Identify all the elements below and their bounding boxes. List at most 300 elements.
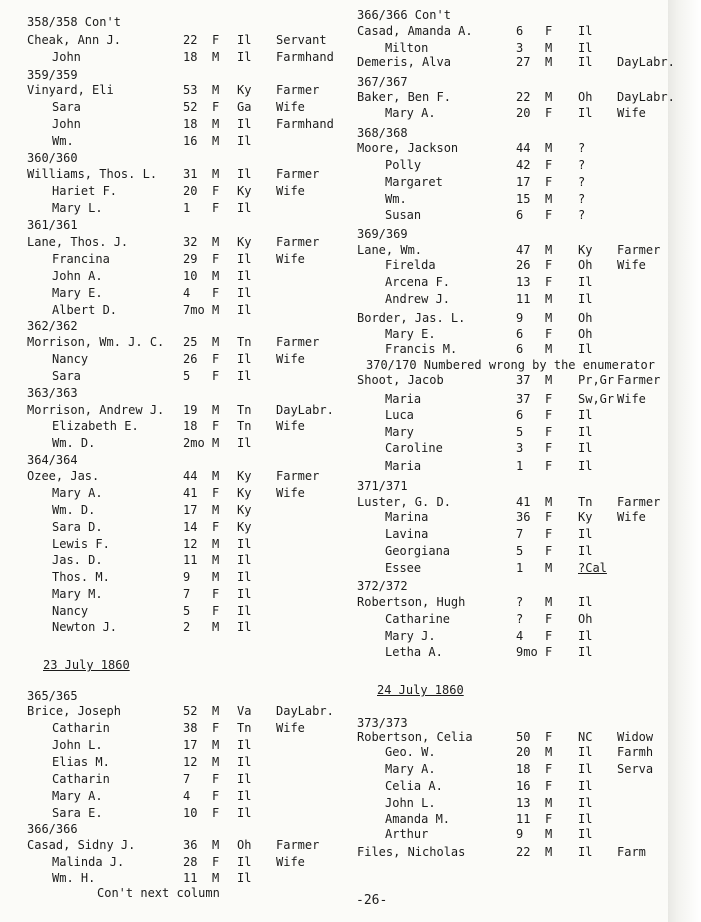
person-occupation: Servant (276, 33, 327, 47)
person-birthplace: Tn (578, 495, 593, 509)
person-name: Robertson, Hugh (357, 595, 466, 609)
person-sex: F (212, 100, 220, 114)
person-occupation: Farmer (276, 235, 320, 249)
person-age: 4 (183, 286, 191, 300)
person-birthplace: Ky (237, 486, 252, 500)
person-sex: M (545, 141, 553, 155)
person-sex: M (212, 50, 220, 64)
person-age: 15 (516, 192, 531, 206)
person-occupation: Farmer (276, 838, 320, 852)
person-sex: M (212, 303, 220, 317)
person-occupation: Farmhand (276, 117, 334, 131)
person-sex: M (212, 83, 220, 97)
person-name: Wm. (385, 192, 407, 206)
person-name: Sara E. (52, 806, 103, 820)
person-age: 9 (516, 827, 524, 841)
person-birthplace: Va (237, 704, 252, 718)
person-birthplace: Il (237, 201, 252, 215)
person-birthplace: Il (578, 845, 593, 859)
person-age: 20 (183, 184, 198, 198)
person-name: Morrison, Andrew J. (27, 403, 165, 417)
household-number: 366/366 (27, 822, 78, 836)
person-age: 53 (183, 83, 198, 97)
person-name: Cheak, Ann J. (27, 33, 121, 47)
person-birthplace: Oh (237, 838, 252, 852)
person-birthplace: Oh (578, 327, 593, 341)
person-name: Files, Nicholas (357, 845, 466, 859)
person-name: Sara D. (52, 520, 103, 534)
person-birthplace: Il (578, 527, 593, 541)
person-sex: M (545, 595, 553, 609)
person-name: Thos. M. (52, 570, 110, 584)
person-birthplace: Il (578, 24, 593, 38)
person-birthplace: Il (237, 167, 252, 181)
person-sex: M (212, 117, 220, 131)
person-age: 22 (183, 33, 198, 47)
person-age: 12 (183, 537, 198, 551)
person-birthplace: ? (578, 192, 586, 206)
person-occupation: DayLabr. (617, 90, 675, 104)
person-age: 22 (516, 90, 531, 104)
person-age: 36 (516, 510, 531, 524)
person-birthplace: Il (578, 595, 593, 609)
person-name: Georgiana (385, 544, 451, 558)
person-occupation: Widow (617, 730, 654, 744)
person-age: 19 (183, 403, 198, 417)
person-name: Albert D. (52, 303, 118, 317)
person-age: 17 (516, 175, 531, 189)
person-age: 16 (516, 779, 531, 793)
person-occupation: Farmer (617, 243, 661, 257)
person-sex: F (212, 369, 220, 383)
person-name: Arcena F. (385, 275, 451, 289)
person-birthplace: Il (237, 620, 252, 634)
person-occupation: Farmer (276, 469, 320, 483)
person-sex: F (545, 459, 553, 473)
person-name: Shoot, Jacob (357, 373, 444, 387)
person-birthplace: Ky (578, 243, 593, 257)
person-name: Morrison, Wm. J. C. (27, 335, 165, 349)
page-number: -26- (356, 893, 388, 908)
person-age: 29 (183, 252, 198, 266)
person-name: Luster, G. D. (357, 495, 451, 509)
person-age: 2mo (183, 436, 205, 450)
person-sex: F (545, 208, 553, 222)
person-age: 11 (183, 553, 198, 567)
person-name: Catharin (52, 772, 110, 786)
person-sex: F (212, 286, 220, 300)
person-name: Sara (52, 369, 81, 383)
person-name: Elias M. (52, 755, 110, 769)
person-name: Margaret (385, 175, 443, 189)
person-birthplace: Il (237, 33, 252, 47)
household-number: 373/373 (357, 716, 408, 730)
person-age: 18 (516, 762, 531, 776)
person-name: Francina (52, 252, 110, 266)
person-sex: F (545, 510, 553, 524)
person-birthplace: Il (237, 50, 252, 64)
person-name: Casad, Sidny J. (27, 838, 136, 852)
person-sex: M (212, 235, 220, 249)
person-age: 6 (516, 327, 524, 341)
person-sex: F (545, 327, 553, 341)
person-occupation: Serva (617, 762, 654, 776)
person-sex: M (212, 620, 220, 634)
person-name: Vinyard, Eli (27, 83, 114, 97)
person-age: 18 (183, 419, 198, 433)
person-age: 44 (183, 469, 198, 483)
person-age: 38 (183, 721, 198, 735)
person-name: Maria (385, 392, 422, 406)
person-occupation: Farmer (276, 83, 320, 97)
person-name: Arthur (385, 827, 429, 841)
person-name: Lane, Thos. J. (27, 235, 129, 249)
person-birthplace: Il (578, 41, 593, 55)
person-age: 11 (516, 292, 531, 306)
person-sex: F (545, 106, 553, 120)
person-age: 6 (516, 408, 524, 422)
person-sex: F (545, 258, 553, 272)
person-age: 10 (183, 269, 198, 283)
person-sex: F (212, 419, 220, 433)
person-birthplace: Il (578, 629, 593, 643)
person-sex: M (545, 192, 553, 206)
person-age: 7 (516, 527, 524, 541)
person-sex: M (212, 503, 220, 517)
person-birthplace: Il (578, 812, 593, 826)
person-sex: F (212, 721, 220, 735)
person-age: ? (516, 595, 524, 609)
person-name: Milton (385, 41, 429, 55)
person-name: Celia A. (385, 779, 443, 793)
person-occupation: Farmhand (276, 50, 334, 64)
household-number: 367/367 (357, 75, 408, 89)
person-name: Mary (385, 425, 414, 439)
person-sex: F (545, 392, 553, 406)
person-age: 6 (516, 208, 524, 222)
person-birthplace: Il (578, 425, 593, 439)
person-occupation: Farm (617, 845, 646, 859)
household-number: 363/363 (27, 386, 78, 400)
person-birthplace: Il (237, 604, 252, 618)
household-number: 372/372 (357, 579, 408, 593)
person-sex: F (212, 486, 220, 500)
person-sex: F (212, 33, 220, 47)
person-birthplace: Ga (237, 100, 252, 114)
person-sex: M (545, 827, 553, 841)
person-name: Marina (385, 510, 429, 524)
person-age: 10 (183, 806, 198, 820)
person-sex: M (545, 561, 553, 575)
person-birthplace: Il (237, 570, 252, 584)
person-age: 12 (183, 755, 198, 769)
person-age: 16 (183, 134, 198, 148)
person-name: Moore, Jackson (357, 141, 459, 155)
person-age: 7mo (183, 303, 205, 317)
person-name: Wm. D. (52, 436, 96, 450)
person-birthplace: NC (578, 730, 593, 744)
person-name: Malinda J. (52, 855, 125, 869)
person-name: John L. (52, 738, 103, 752)
person-age: 5 (516, 425, 524, 439)
person-name: Robertson, Celia (357, 730, 473, 744)
person-occupation: Farmh (617, 745, 654, 759)
person-birthplace: Tn (237, 721, 252, 735)
household-number: 371/371 (357, 479, 408, 493)
person-sex: M (545, 796, 553, 810)
person-name: Nancy (52, 352, 89, 366)
person-name: Sara (52, 100, 81, 114)
person-birthplace: ? (578, 175, 586, 189)
person-age: 25 (183, 335, 198, 349)
person-birthplace: Il (237, 871, 252, 885)
person-birthplace: Il (578, 544, 593, 558)
person-name: Demeris, Alva (357, 55, 451, 69)
person-sex: F (545, 408, 553, 422)
person-name: Wm. (52, 134, 74, 148)
person-name: Geo. W. (385, 745, 436, 759)
person-name: Caroline (385, 441, 443, 455)
person-name: Letha A. (385, 645, 443, 659)
person-birthplace: Il (237, 806, 252, 820)
person-sex: F (212, 789, 220, 803)
person-age: 5 (183, 604, 191, 618)
person-sex: F (545, 158, 553, 172)
person-occupation: Wife (276, 419, 305, 433)
date-heading: 23 July 1860 (43, 658, 130, 672)
person-sex: M (212, 570, 220, 584)
person-age: 1 (183, 201, 191, 215)
person-occupation: Wife (276, 252, 305, 266)
person-name: Mary A. (52, 486, 103, 500)
person-name: Williams, Thos. L. (27, 167, 158, 181)
person-name: Ozee, Jas. (27, 469, 100, 483)
person-age: 1 (516, 459, 524, 473)
person-birthplace: Il (237, 755, 252, 769)
person-age: 4 (516, 629, 524, 643)
person-sex: M (212, 553, 220, 567)
person-age: 1 (516, 561, 524, 575)
person-age: 17 (183, 738, 198, 752)
person-name: Mary E. (52, 286, 103, 300)
person-birthplace: ? (578, 208, 586, 222)
person-birthplace: Ky (237, 520, 252, 534)
person-name: Elizabeth E. (52, 419, 139, 433)
person-name: Mary M. (52, 587, 103, 601)
person-sex: M (212, 755, 220, 769)
person-age: 7 (183, 587, 191, 601)
person-sex: F (212, 352, 220, 366)
person-birthplace: Il (237, 134, 252, 148)
person-age: 26 (183, 352, 198, 366)
person-birthplace: Ky (237, 235, 252, 249)
person-sex: F (545, 730, 553, 744)
person-name: Susan (385, 208, 422, 222)
household-number: 362/362 (27, 319, 78, 333)
person-birthplace: Tn (237, 403, 252, 417)
person-age: 11 (183, 871, 198, 885)
person-name: Lavina (385, 527, 429, 541)
person-birthplace: Il (237, 117, 252, 131)
person-birthplace: Il (237, 738, 252, 752)
person-sex: M (545, 243, 553, 257)
person-age: 37 (516, 373, 531, 387)
person-age: 7 (183, 772, 191, 786)
person-age: 52 (183, 704, 198, 718)
person-sex: M (545, 41, 553, 55)
person-sex: F (212, 772, 220, 786)
person-sex: M (545, 90, 553, 104)
person-sex: M (212, 269, 220, 283)
person-sex: F (545, 441, 553, 455)
person-name: Baker, Ben F. (357, 90, 451, 104)
person-birthplace: ?Cal (578, 561, 607, 575)
person-birthplace: Il (237, 553, 252, 567)
person-sex: M (212, 738, 220, 752)
person-birthplace: Sw,Gr (578, 392, 615, 406)
person-birthplace: Il (578, 827, 593, 841)
person-birthplace: Il (578, 342, 593, 356)
household-number: 361/361 (27, 218, 78, 232)
person-birthplace: Il (578, 55, 593, 69)
person-sex: M (212, 134, 220, 148)
household-number: 366/366 Con't (357, 8, 451, 22)
person-age: 44 (516, 141, 531, 155)
person-birthplace: Ky (578, 510, 593, 524)
person-birthplace: Ky (237, 503, 252, 517)
person-name: Firelda (385, 258, 436, 272)
person-age: 18 (183, 50, 198, 64)
person-occupation: DayLabr. (276, 704, 334, 718)
person-birthplace: Il (237, 269, 252, 283)
person-sex: F (212, 520, 220, 534)
person-name: Essee (385, 561, 422, 575)
person-birthplace: Oh (578, 311, 593, 325)
person-age: 3 (516, 41, 524, 55)
person-age: 50 (516, 730, 531, 744)
person-name: Maria (385, 459, 422, 473)
person-name: Catharin (52, 721, 110, 735)
person-age: ? (516, 612, 524, 626)
person-birthplace: Tn (237, 335, 252, 349)
person-occupation: Farmer (276, 167, 320, 181)
person-age: 13 (516, 796, 531, 810)
person-sex: F (212, 587, 220, 601)
person-age: 6 (516, 24, 524, 38)
person-birthplace: Il (237, 587, 252, 601)
person-age: 41 (516, 495, 531, 509)
person-name: Brice, Joseph (27, 704, 121, 718)
person-occupation: Farmer (617, 495, 661, 509)
person-sex: F (212, 806, 220, 820)
person-name: Border, Jas. L. (357, 311, 466, 325)
person-sex: M (545, 845, 553, 859)
person-sex: F (212, 252, 220, 266)
person-birthplace: Il (578, 762, 593, 776)
person-age: 9mo (516, 645, 538, 659)
person-sex: F (212, 604, 220, 618)
person-age: 13 (516, 275, 531, 289)
person-sex: M (545, 495, 553, 509)
person-sex: M (212, 871, 220, 885)
person-age: 2 (183, 620, 191, 634)
person-sex: F (545, 544, 553, 558)
person-birthplace: Il (578, 745, 593, 759)
person-sex: M (212, 704, 220, 718)
person-sex: F (212, 855, 220, 869)
person-age: 11 (516, 812, 531, 826)
person-birthplace: Il (237, 789, 252, 803)
person-occupation: Wife (276, 100, 305, 114)
person-birthplace: Il (578, 408, 593, 422)
person-birthplace: Il (237, 252, 252, 266)
person-occupation: Wife (276, 486, 305, 500)
person-age: 6 (516, 342, 524, 356)
person-name: Mary J. (385, 629, 436, 643)
person-age: 18 (183, 117, 198, 131)
person-name: Lewis F. (52, 537, 110, 551)
person-name: Francis M. (385, 342, 458, 356)
person-name: John (52, 50, 81, 64)
household-number: 365/365 (27, 689, 78, 703)
person-name: Wm. H. (52, 871, 96, 885)
person-sex: M (545, 342, 553, 356)
person-age: 26 (516, 258, 531, 272)
person-name: Wm. D. (52, 503, 96, 517)
person-birthplace: Il (237, 537, 252, 551)
person-sex: F (545, 527, 553, 541)
person-name: Luca (385, 408, 414, 422)
person-name: Catharine (385, 612, 451, 626)
person-birthplace: Il (578, 796, 593, 810)
person-sex: F (545, 612, 553, 626)
person-birthplace: Il (578, 645, 593, 659)
person-sex: F (545, 425, 553, 439)
person-birthplace: Il (578, 441, 593, 455)
person-occupation: Wife (617, 258, 646, 272)
person-occupation: Wife (617, 106, 646, 120)
person-age: 17 (183, 503, 198, 517)
person-name: Nancy (52, 604, 89, 618)
person-name: Newton J. (52, 620, 118, 634)
person-birthplace: Il (578, 106, 593, 120)
person-occupation: Farmer (276, 335, 320, 349)
person-birthplace: Oh (578, 612, 593, 626)
person-sex: F (545, 645, 553, 659)
person-sex: M (212, 436, 220, 450)
person-name: Mary A. (52, 789, 103, 803)
person-birthplace: Tn (237, 419, 252, 433)
person-sex: M (212, 335, 220, 349)
person-occupation: DayLabr. (617, 55, 675, 69)
household-number: 358/358 Con't (27, 15, 121, 29)
person-sex: M (212, 403, 220, 417)
person-sex: M (212, 469, 220, 483)
person-sex: M (545, 373, 553, 387)
person-birthplace: Ky (237, 469, 252, 483)
person-age: 52 (183, 100, 198, 114)
person-sex: M (545, 311, 553, 325)
person-birthplace: Il (578, 275, 593, 289)
person-sex: M (545, 292, 553, 306)
person-sex: F (545, 24, 553, 38)
person-sex: M (212, 537, 220, 551)
person-birthplace: Oh (578, 90, 593, 104)
person-age: 42 (516, 158, 531, 172)
person-age: 4 (183, 789, 191, 803)
person-sex: F (212, 201, 220, 215)
person-birthplace: Il (578, 779, 593, 793)
